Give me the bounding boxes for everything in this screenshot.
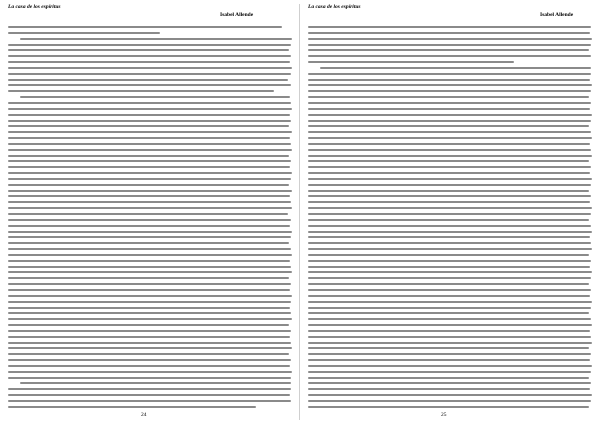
text-line [308, 254, 589, 256]
text-line [308, 353, 591, 355]
text-line [8, 160, 291, 162]
text-line [308, 195, 591, 197]
text-line [8, 347, 292, 349]
text-line [308, 90, 591, 92]
text-line [308, 160, 589, 162]
text-line [308, 371, 591, 373]
text-line [308, 242, 591, 244]
text-line [8, 201, 291, 203]
text-line [308, 79, 590, 81]
text-line [8, 248, 291, 250]
text-line [8, 406, 256, 408]
text-line [308, 184, 591, 186]
text-line [8, 49, 289, 51]
text-line [308, 289, 591, 291]
text-line [8, 400, 291, 402]
text-line [308, 131, 591, 133]
text-line [308, 295, 590, 297]
text-line [308, 201, 590, 203]
text-line [308, 73, 591, 75]
text-line [320, 67, 591, 69]
text-line [308, 44, 591, 46]
text-line [308, 377, 589, 379]
text-line [8, 32, 160, 34]
text-line [8, 318, 292, 320]
text-line [8, 324, 289, 326]
text-line [8, 377, 291, 379]
text-line [20, 96, 290, 98]
text-line [8, 114, 290, 116]
text-line [8, 295, 292, 297]
text-line [8, 172, 292, 174]
text-line [308, 231, 592, 233]
text-line [8, 236, 291, 238]
text-line [20, 382, 291, 384]
text-line [308, 382, 591, 384]
text-line [308, 365, 592, 367]
text-line [8, 336, 290, 338]
text-line [308, 166, 591, 168]
left-page-body [8, 26, 292, 410]
text-line [308, 219, 589, 221]
text-line [308, 260, 591, 262]
text-line [8, 184, 289, 186]
text-line [8, 213, 288, 215]
text-line [8, 365, 290, 367]
text-line [8, 207, 292, 209]
text-line [8, 178, 291, 180]
text-line [8, 312, 291, 314]
page-number: 25 [441, 412, 447, 418]
text-line [8, 307, 290, 309]
text-line [8, 342, 291, 344]
text-line [308, 336, 591, 338]
text-line [308, 359, 590, 361]
text-line [308, 394, 592, 396]
text-line [308, 178, 592, 180]
text-line [308, 190, 589, 192]
text-line [8, 330, 291, 332]
text-line [308, 271, 592, 273]
text-line [308, 155, 592, 157]
header-title: La casa de los espíritus [8, 4, 61, 10]
text-line [8, 289, 290, 291]
header-author: Isabel Allende [220, 12, 254, 18]
text-line [8, 371, 292, 373]
text-line [8, 254, 292, 256]
text-line [8, 149, 292, 151]
header-author: Isabel Allende [540, 12, 574, 18]
text-line [308, 324, 592, 326]
text-line [8, 190, 292, 192]
text-line [8, 120, 291, 122]
text-line [8, 225, 290, 227]
text-line [8, 137, 290, 139]
text-line [8, 90, 274, 92]
text-line [308, 248, 592, 250]
text-line [8, 26, 282, 28]
text-line [308, 49, 589, 51]
text-line [8, 271, 292, 273]
text-line [308, 347, 589, 349]
text-line [308, 55, 591, 57]
text-line [8, 231, 292, 233]
text-line [8, 73, 291, 75]
text-line [308, 312, 589, 314]
text-line [8, 283, 291, 285]
text-line [308, 137, 592, 139]
text-line [8, 266, 291, 268]
right-page-body [308, 26, 592, 410]
text-line [308, 236, 590, 238]
text-line [308, 102, 591, 104]
text-line [8, 84, 291, 86]
text-line [308, 143, 590, 145]
text-line [308, 61, 514, 63]
text-line [8, 108, 292, 110]
text-line [308, 388, 590, 390]
text-line [308, 277, 591, 279]
text-line [8, 353, 289, 355]
text-line [8, 67, 292, 69]
text-line [308, 38, 592, 40]
page-number: 24 [141, 412, 147, 418]
text-line [308, 207, 592, 209]
text-line [308, 213, 591, 215]
text-line [8, 166, 290, 168]
text-line [308, 125, 589, 127]
text-line [8, 219, 291, 221]
text-line [8, 359, 291, 361]
text-line [8, 102, 291, 104]
text-line [308, 120, 591, 122]
text-line [308, 114, 592, 116]
text-line [308, 330, 590, 332]
text-line [308, 307, 591, 309]
header-title: La casa de los espíritus [308, 4, 361, 10]
text-line [308, 400, 591, 402]
text-line [308, 225, 591, 227]
text-line [308, 84, 592, 86]
text-line [8, 277, 289, 279]
text-line [8, 394, 290, 396]
text-line [308, 283, 589, 285]
text-line [8, 44, 291, 46]
text-line [8, 55, 291, 57]
text-line [308, 266, 590, 268]
text-line [8, 61, 290, 63]
text-line [308, 96, 589, 98]
text-line [8, 155, 289, 157]
text-line [20, 38, 292, 40]
text-line [308, 32, 590, 34]
text-line [8, 79, 288, 81]
text-line [308, 318, 591, 320]
text-line [308, 342, 592, 344]
text-line [308, 108, 590, 110]
text-line [308, 301, 592, 303]
text-line [308, 172, 590, 174]
text-line [8, 301, 291, 303]
text-line [308, 406, 589, 408]
text-line [8, 260, 290, 262]
text-line [8, 242, 289, 244]
text-line [8, 195, 290, 197]
text-line [8, 131, 292, 133]
text-line [308, 26, 591, 28]
text-line [8, 125, 289, 127]
text-line [8, 143, 291, 145]
text-line [308, 149, 591, 151]
right-page [300, 0, 600, 424]
text-line [8, 388, 291, 390]
